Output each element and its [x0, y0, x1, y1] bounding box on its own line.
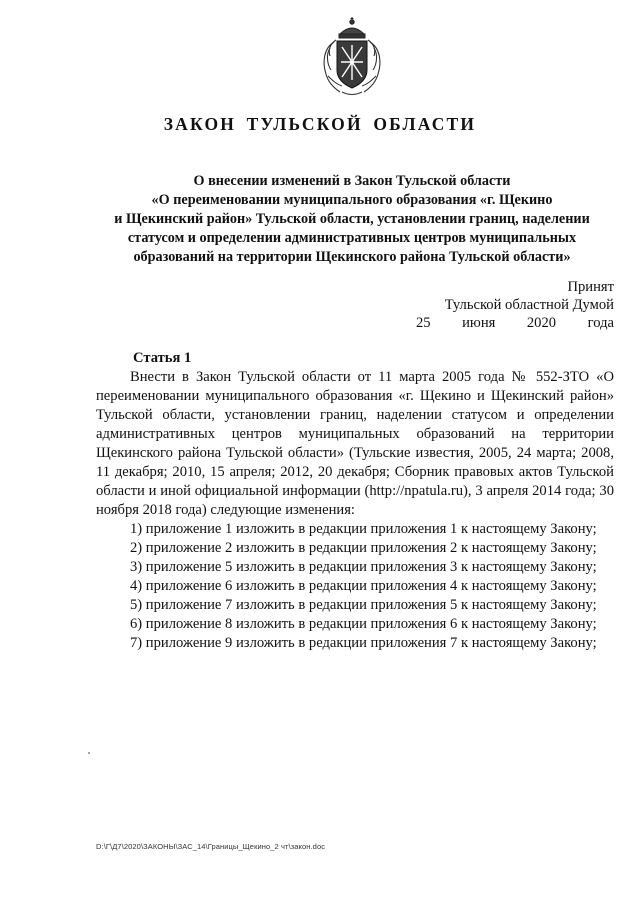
tula-coat-of-arms-icon: [318, 14, 386, 98]
subject-line: образований на территории Щекинского района Тульской области»: [133, 249, 571, 265]
article-item: 3) приложение 5 изложить в редакции приложения 3 к настоящему Закону;: [130, 559, 597, 575]
article-heading: Статья 1: [133, 350, 192, 366]
subject-line: статусом и определении административных центров муниципальных: [127, 230, 577, 246]
subject-line: и Щекинский район» Тульской области, установлении границ, наделении: [114, 211, 590, 227]
article-item: 1) приложение 1 изложить в редакции приложения 1 к настоящему Закону;: [130, 521, 597, 537]
scan-speck: [88, 752, 90, 754]
adoption-year-word: года: [587, 315, 614, 331]
adoption-block: [414, 278, 614, 332]
subject-line: «О переименовании муниципального образования «г. Щекино: [151, 192, 553, 208]
subject-line: О внесении изменений в Закон Тульской области: [193, 173, 511, 189]
adoption-line-accepted: Принят: [567, 279, 614, 295]
adoption-month: июня: [462, 315, 496, 331]
article-body: [96, 368, 614, 653]
footer-file-path: D:\Г\Д7\2020\ЗАКОНЫ\ЗАС_14\Границы_Щекино_2 чт\закон.doc: [96, 842, 326, 851]
adoption-date: [414, 314, 614, 332]
adoption-day: 25: [416, 315, 431, 331]
article-item: 6) приложение 8 изложить в редакции приложения 6 к настоящему Закону;: [130, 616, 597, 632]
article-item: 2) приложение 2 изложить в редакции приложения 2 к настоящему Закону;: [130, 540, 597, 556]
adoption-line-duma: Тульской областной Думой: [444, 297, 614, 313]
article-item: 4) приложение 6 изложить в редакции приложения 4 к настоящему Закону;: [130, 578, 597, 594]
law-title: ЗАКОН ТУЛЬСКОЙ ОБЛАСТИ: [163, 114, 477, 134]
article-item: 7) приложение 9 изложить в редакции приложения 7 к настоящему Закону;: [130, 635, 597, 651]
adoption-year: 2020: [526, 315, 557, 331]
law-subject: [96, 172, 608, 267]
article-item: 5) приложение 7 изложить в редакции приложения 5 к настоящему Закону;: [130, 597, 597, 613]
article-intro-paragraph: Внести в Закон Тульской области от 11 марта 2005 года № 552-ЗТО «О переименовании муниципального образования «г. Щекино и Щекинский район» Тульской области, установлении границ, наделении статусом и определении административных центров муниципальных образований на территории Щекинского района Тульской области» (Тульские известия, 2005, 24 марта; 2008, 11 декабря; 2010, 15 апреля; 2012, 20 декабря; Сборник правовых актов Тульской области и иной официальной информации (http://npatula.ru), 3 апреля 2014 года; 30 ноября 2018 года) следующие изменения:: [96, 369, 614, 518]
